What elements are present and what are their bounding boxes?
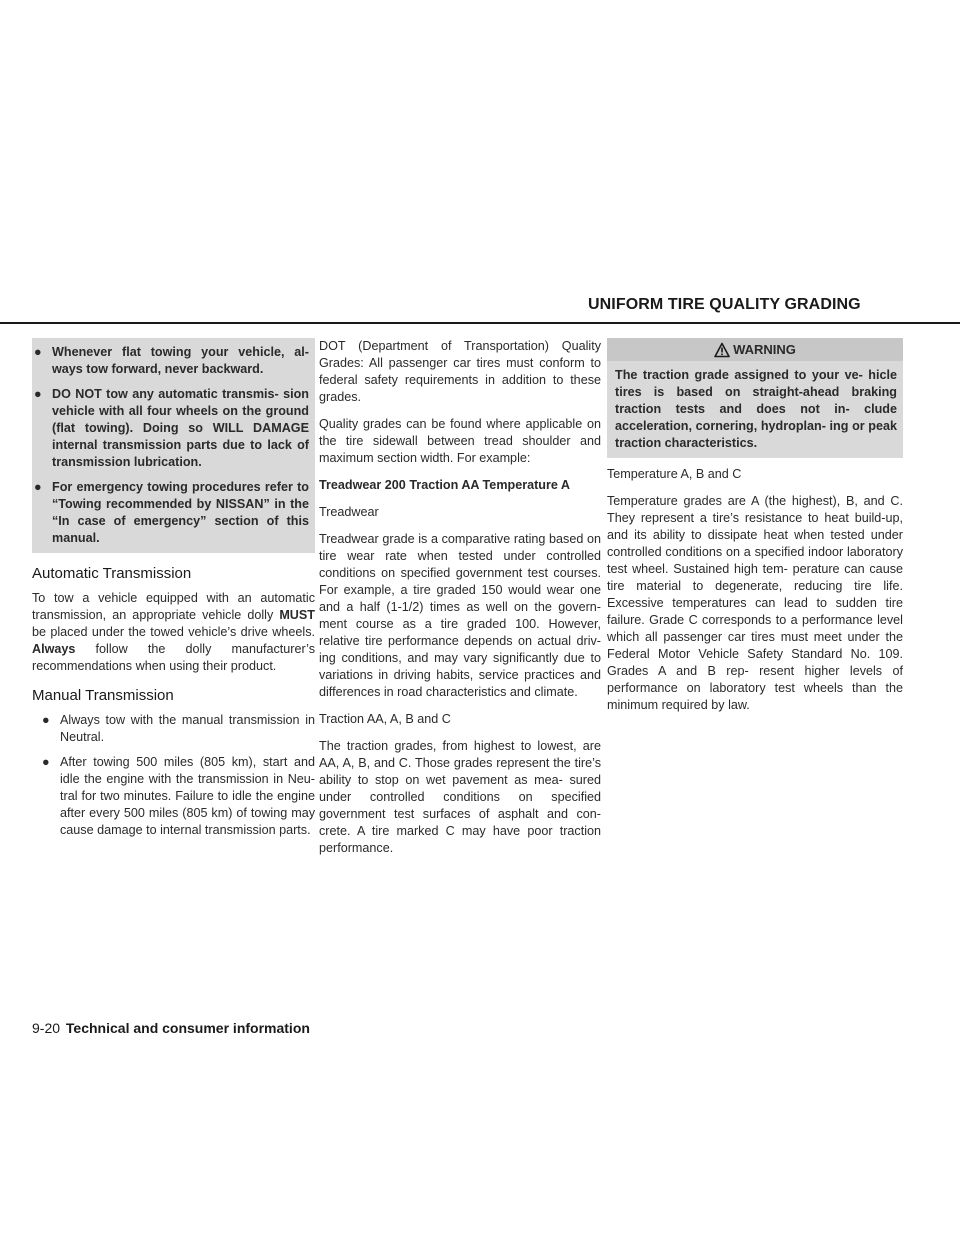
caution-notes: [34, 344, 309, 547]
traction-heading: Traction AA, A, B and C: [319, 712, 451, 726]
bullet-icon: ●: [34, 345, 42, 359]
bullet-icon: ●: [34, 480, 42, 494]
bullet-icon: ●: [42, 755, 50, 769]
page-footer: [32, 1020, 310, 1036]
column-2: [319, 338, 601, 867]
warning-label: WARNING: [733, 342, 796, 357]
column-3: [607, 338, 903, 724]
treadwear-heading: Treadwear: [319, 505, 379, 519]
section-title: UNIFORM TIRE QUALITY GRADING: [588, 296, 861, 313]
paragraph: Treadwear grade is a comparative rating based on tire wear rate when tested under controlled conditions on specified government test courses. For example, a tire graded 150 would wear one and a half (1-1/2) times as well on the govern- ment course as a tire graded 100. However, relative tire performance depends on actual driv- ing conditions, and may vary significantly due to variations in driving habits, service practices and differences in road characteristics and climate.: [319, 532, 601, 699]
warning-header: [607, 338, 903, 361]
bullet-icon: ●: [34, 387, 42, 401]
column-1: [32, 338, 315, 847]
manual-transmission-heading: Manual Transmission: [32, 687, 174, 704]
list-item: ● After towing 500 miles (805 km), start and idle the engine with the transmission in Neu- tral for two minutes. Failure to idle the engine after every 500 miles (805 km) of towing may cause damage to internal transmission parts.: [42, 755, 315, 837]
chapter-title: Technical and consumer information: [65, 1020, 310, 1036]
manual-transmission-list: [32, 712, 315, 839]
warning-text: The traction grade assigned to your ve- hicle tires is based on straight-ahead braking traction tests and does not in- clude acceleration, cornering, hydroplan- ing or peak traction characteristics.: [607, 361, 903, 458]
caution-note: ● DO NOT tow any automatic transmis- sion vehicle with all four wheels on the ground (flat towing). Doing so WILL DAMAGE internal transmission parts due to lack of transmission lubrication.: [34, 387, 309, 469]
caution-note: ● For emergency towing procedures refer to “Towing recommended by NISSAN” in the “In case of emergency” section of this manual.: [34, 480, 309, 545]
warning-icon: [714, 342, 730, 358]
paragraph: Quality grades can be found where applicable on the tire sidewall between tread shoulder and maximum section width. For example:: [319, 417, 601, 465]
grade-example: Treadwear 200 Traction AA Temperature A: [319, 478, 571, 492]
paragraph: The traction grades, from highest to lowest, are AA, A, B, and C. Those grades represent the tire’s ability to stop on wet pavement as mea- sured under controlled conditions on specified government test surfaces of asphalt and con- crete. A tire marked C may have poor traction performance.: [319, 739, 601, 855]
bullet-icon: ●: [42, 713, 50, 727]
title-rule: [0, 322, 960, 324]
list-item: ● Always tow with the manual transmission in Neutral.: [42, 713, 315, 744]
caution-notes-box: [32, 338, 315, 553]
paragraph: Temperature grades are A (the highest), B, and C. They represent a tire’s resistance to heat build-up, and its ability to dissipate heat when tested under controlled conditions on a specified indoor laboratory test wheel. Sustained high tem- perature can cause tire material to degenerate, reducing tire life. Excessive temperatures can lead to sudden tire failure. Grade C corresponds to a performance level which all passenger car tires must meet under the Federal Motor Vehicle Safety Standard No. 109. Grades A and B rep- resent higher levels of performance on laboratory test wheels than the minimum required by law.: [607, 494, 903, 712]
page-number: 9-20: [32, 1020, 61, 1036]
temperature-heading: Temperature A, B and C: [607, 467, 742, 481]
automatic-transmission-heading: Automatic Transmission: [32, 565, 192, 582]
caution-note: ● Whenever flat towing your vehicle, al- ways tow forward, never backward.: [34, 345, 309, 376]
automatic-transmission-text: To tow a vehicle equipped with an automatic transmission, an appropriate vehicle dolly MUST be placed under the towed vehicle’s drive wheels. Always follow the dolly manufacturer’s recommendations when using their product.: [32, 591, 316, 673]
paragraph: DOT (Department of Transportation) Quality Grades: All passenger car tires must conform to federal safety requirements in addition to these grades.: [319, 339, 601, 404]
